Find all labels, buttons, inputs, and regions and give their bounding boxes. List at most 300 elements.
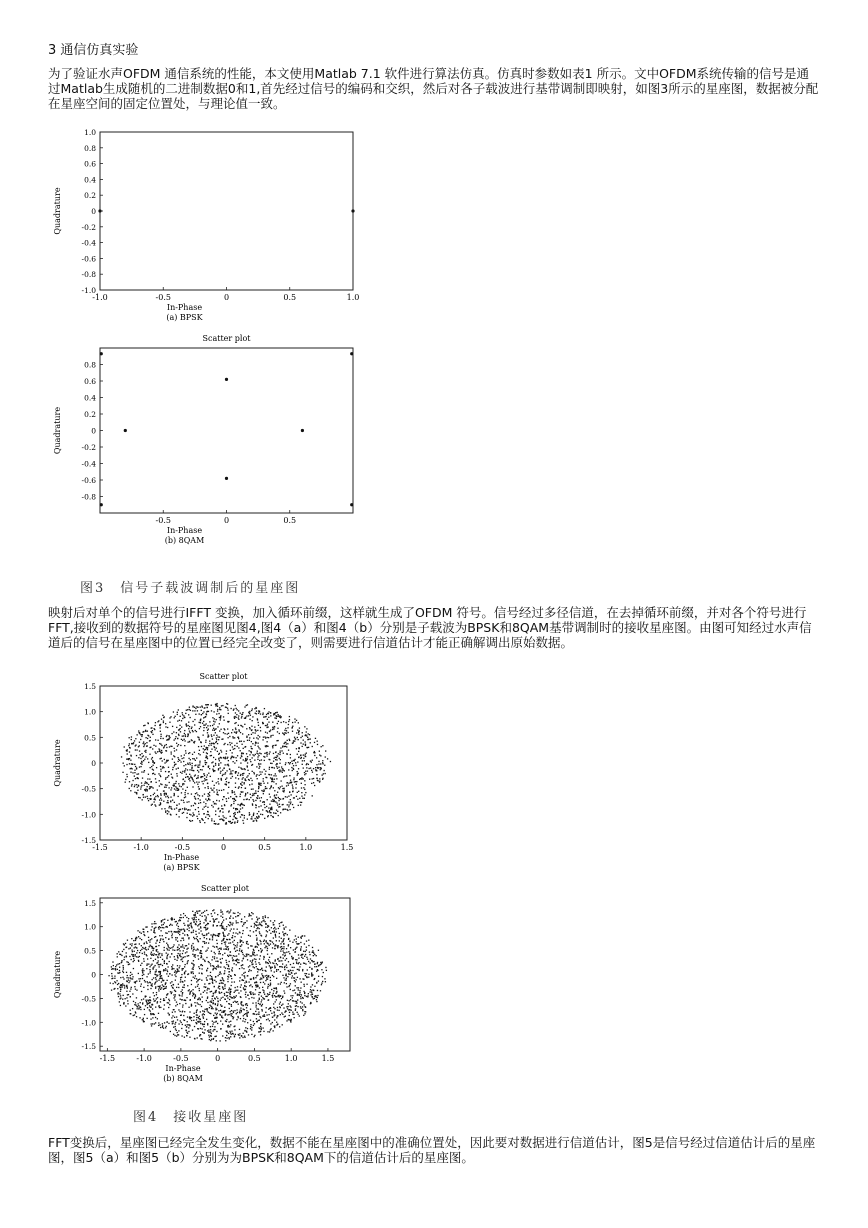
data-point (241, 755, 242, 756)
data-point (257, 975, 258, 976)
data-point (194, 765, 195, 766)
data-point (179, 953, 180, 954)
data-point (129, 751, 130, 752)
data-point (252, 804, 253, 805)
data-point (132, 1008, 133, 1009)
data-point (174, 999, 175, 1000)
data-point (261, 996, 262, 997)
data-point (290, 1006, 291, 1007)
data-point (189, 717, 190, 718)
data-point (218, 758, 219, 759)
data-point (260, 1026, 261, 1027)
data-point (244, 706, 245, 707)
data-point (247, 756, 248, 757)
data-point (170, 956, 171, 957)
data-point (214, 821, 215, 822)
data-point (234, 794, 235, 795)
data-point (161, 975, 162, 976)
data-point (302, 1009, 303, 1010)
data-point (159, 1007, 160, 1008)
data-point (260, 992, 261, 993)
data-point (171, 981, 172, 982)
data-point (188, 753, 189, 754)
data-point (308, 747, 309, 748)
data-point (213, 909, 214, 910)
data-point (234, 737, 235, 738)
data-point (173, 1020, 174, 1021)
data-point (310, 991, 311, 992)
data-point (178, 816, 179, 817)
data-point (192, 989, 193, 990)
data-point (199, 979, 200, 980)
data-point (245, 1019, 246, 1020)
data-point (143, 746, 144, 747)
data-point (167, 920, 168, 921)
data-point (181, 995, 182, 996)
data-point (251, 710, 252, 711)
data-point (205, 920, 206, 921)
data-point (214, 785, 215, 786)
data-point (234, 1029, 235, 1030)
data-point (196, 781, 197, 782)
data-point (168, 976, 169, 977)
data-point (262, 920, 263, 921)
data-point (243, 922, 244, 923)
data-point (315, 995, 316, 996)
data-point (274, 971, 275, 972)
data-point (246, 1003, 247, 1004)
data-point (150, 1014, 151, 1015)
data-point (276, 999, 277, 1000)
data-point (181, 726, 182, 727)
data-point (284, 770, 285, 771)
data-point (225, 960, 226, 961)
data-point (146, 782, 147, 783)
data-point (166, 1026, 167, 1027)
data-point (182, 944, 183, 945)
data-point (123, 995, 124, 996)
data-point (180, 761, 181, 762)
data-point (167, 926, 168, 927)
data-point (186, 945, 187, 946)
data-point (319, 781, 320, 782)
data-point (180, 745, 181, 746)
data-point (296, 938, 297, 939)
data-point (226, 939, 227, 940)
data-point (207, 998, 208, 999)
data-point (250, 1020, 251, 1021)
data-point (176, 804, 177, 805)
data-point (163, 1008, 164, 1009)
data-point (270, 736, 271, 737)
data-point (313, 961, 314, 962)
data-point (263, 958, 264, 959)
data-point (280, 1002, 281, 1003)
x-tick-label: 0.5 (283, 293, 297, 302)
data-point (141, 983, 142, 984)
data-point (282, 1024, 283, 1025)
data-point (260, 805, 261, 806)
data-point (255, 1011, 256, 1012)
data-point (287, 796, 288, 797)
data-point (241, 950, 242, 951)
data-point (231, 1004, 232, 1005)
data-point (239, 968, 240, 969)
data-point (134, 951, 135, 952)
data-point (304, 963, 305, 964)
data-point (266, 979, 267, 980)
data-point (235, 814, 236, 815)
data-point (263, 1031, 264, 1032)
data-point (257, 751, 258, 752)
data-point (245, 718, 246, 719)
data-point (275, 1001, 276, 1002)
data-point (255, 807, 256, 808)
data-point (180, 914, 181, 915)
data-point (238, 767, 239, 768)
data-point (133, 956, 134, 957)
data-point (222, 983, 223, 984)
data-point (212, 1008, 213, 1009)
data-point (263, 781, 264, 782)
data-point (113, 965, 114, 966)
data-point (183, 765, 184, 766)
data-point (192, 758, 193, 759)
data-point (245, 787, 246, 788)
data-point (166, 1021, 167, 1022)
data-point (241, 1010, 242, 1011)
data-point (166, 957, 167, 958)
data-point (267, 943, 268, 944)
data-point (271, 953, 272, 954)
data-point (201, 710, 202, 711)
data-point (260, 1017, 261, 1018)
data-point (312, 771, 313, 772)
data-point (300, 1001, 301, 1002)
data-point (271, 781, 272, 782)
data-point (235, 777, 236, 778)
data-point (208, 788, 209, 789)
data-point (255, 1002, 256, 1003)
data-point (279, 804, 280, 805)
data-point (212, 1023, 213, 1024)
data-point (181, 958, 182, 959)
data-point (237, 942, 238, 943)
data-point (223, 732, 224, 733)
data-point (226, 707, 227, 708)
data-point (188, 955, 189, 956)
data-point (199, 739, 200, 740)
data-point (185, 713, 186, 714)
data-point (292, 970, 293, 971)
data-point (298, 722, 299, 723)
data-point (273, 1030, 274, 1031)
data-point (155, 796, 156, 797)
data-point (211, 805, 212, 806)
x-tick-label: 0.5 (283, 516, 297, 525)
data-point (195, 1022, 196, 1023)
data-point (165, 810, 166, 811)
data-point (256, 713, 257, 714)
data-point (178, 744, 179, 745)
data-point (121, 756, 122, 757)
data-point (218, 934, 219, 935)
data-point (282, 769, 283, 770)
data-point (200, 799, 201, 800)
data-point (160, 734, 161, 735)
data-point (150, 958, 151, 959)
data-point (220, 999, 221, 1000)
data-point (214, 921, 215, 922)
figure-sublabel: (a) BPSK (166, 313, 203, 322)
data-point (140, 978, 141, 979)
data-point (141, 762, 142, 763)
data-point (176, 727, 177, 728)
data-point (207, 725, 208, 726)
data-point (197, 1037, 198, 1038)
data-point (231, 1030, 232, 1031)
data-point (161, 920, 162, 921)
data-point (239, 796, 240, 797)
data-point (183, 950, 184, 951)
data-point (208, 818, 209, 819)
y-tick-label: -0.4 (81, 459, 96, 469)
data-point (169, 722, 170, 723)
data-point (305, 744, 306, 745)
data-point (232, 997, 233, 998)
data-point (213, 723, 214, 724)
data-point (209, 792, 210, 793)
data-point (167, 954, 168, 955)
data-point (209, 740, 210, 741)
data-point (222, 770, 223, 771)
data-point (159, 775, 160, 776)
data-point (131, 743, 132, 744)
data-point (142, 971, 143, 972)
data-point (155, 988, 156, 989)
data-point (216, 782, 217, 783)
data-point (251, 783, 252, 784)
data-point (228, 974, 229, 975)
data-point (321, 983, 322, 984)
data-point (257, 942, 258, 943)
data-point (271, 767, 272, 768)
data-point (221, 1017, 222, 1018)
data-point (158, 960, 159, 961)
data-point (171, 992, 172, 993)
data-point (212, 781, 213, 782)
data-point (307, 739, 308, 740)
data-point (303, 991, 304, 992)
data-point (232, 935, 233, 936)
data-point (283, 776, 284, 777)
data-point (126, 774, 127, 775)
data-point (160, 744, 161, 745)
data-point (172, 726, 173, 727)
data-point (159, 724, 160, 725)
data-point (267, 732, 268, 733)
data-point (152, 773, 153, 774)
data-point (304, 973, 305, 974)
data-point (244, 805, 245, 806)
data-point (275, 775, 276, 776)
data-point (245, 793, 246, 794)
data-point (289, 929, 290, 930)
data-point (168, 1007, 169, 1008)
data-point (207, 732, 208, 733)
data-point (238, 717, 239, 718)
data-point (229, 1026, 230, 1027)
data-point (232, 798, 233, 799)
data-point (204, 983, 205, 984)
data-point (169, 961, 170, 962)
data-point (147, 786, 148, 787)
data-point (264, 983, 265, 984)
data-point (256, 937, 257, 938)
data-point (275, 996, 276, 997)
data-point (166, 943, 167, 944)
data-point (286, 743, 287, 744)
data-point (297, 969, 298, 970)
data-point (206, 757, 207, 758)
data-point (172, 1012, 173, 1013)
data-point (204, 986, 205, 987)
data-point (135, 1011, 136, 1012)
data-point (227, 1014, 228, 1015)
chart-title: Scatter plot (201, 884, 249, 893)
data-point (263, 977, 264, 978)
data-point (241, 940, 242, 941)
data-point (180, 946, 181, 947)
data-point (273, 928, 274, 929)
data-point (222, 997, 223, 998)
data-point (223, 716, 224, 717)
data-point (150, 1013, 151, 1014)
data-point (122, 983, 123, 984)
data-point (135, 738, 136, 739)
data-point (256, 737, 257, 738)
data-point (243, 823, 244, 824)
data-point (242, 775, 243, 776)
data-point (234, 913, 235, 914)
data-point (164, 950, 165, 951)
data-point (242, 974, 243, 975)
data-point (351, 209, 354, 212)
data-point (263, 791, 264, 792)
data-point (151, 955, 152, 956)
data-point (198, 924, 199, 925)
data-point (144, 952, 145, 953)
data-point (262, 975, 263, 976)
data-point (276, 757, 277, 758)
data-point (114, 976, 115, 977)
data-point (206, 980, 207, 981)
data-point (236, 708, 237, 709)
data-point (258, 735, 259, 736)
data-point (216, 1014, 217, 1015)
data-point (283, 952, 284, 953)
data-point (207, 975, 208, 976)
data-point (160, 989, 161, 990)
data-point (258, 1014, 259, 1015)
data-point (292, 784, 293, 785)
data-point (301, 787, 302, 788)
data-point (316, 955, 317, 956)
data-point (238, 786, 239, 787)
data-point (285, 955, 286, 956)
data-point (321, 969, 322, 970)
data-point (243, 748, 244, 749)
data-point (165, 777, 166, 778)
data-point (201, 1006, 202, 1007)
data-point (309, 967, 310, 968)
data-point (257, 730, 258, 731)
data-point (140, 739, 141, 740)
y-tick-label: -0.5 (81, 994, 96, 1004)
data-point (277, 728, 278, 729)
data-point (195, 912, 196, 913)
data-point (171, 774, 172, 775)
data-point (207, 988, 208, 989)
data-point (119, 954, 120, 955)
data-point (280, 722, 281, 723)
data-point (129, 743, 130, 744)
data-point (222, 978, 223, 979)
data-point (167, 993, 168, 994)
data-point (304, 992, 305, 993)
data-point (238, 962, 239, 963)
data-point (264, 994, 265, 995)
data-point (230, 1036, 231, 1037)
data-point (217, 1013, 218, 1014)
data-point (274, 930, 275, 931)
data-point (295, 781, 296, 782)
data-point (189, 1017, 190, 1018)
data-point (227, 792, 228, 793)
data-point (202, 1010, 203, 1011)
data-point (196, 778, 197, 779)
data-point (275, 959, 276, 960)
data-point (205, 742, 206, 743)
data-point (189, 731, 190, 732)
data-point (216, 996, 217, 997)
data-point (297, 771, 298, 772)
data-point (255, 930, 256, 931)
data-point (157, 1001, 158, 1002)
data-point (311, 974, 312, 975)
data-point (233, 803, 234, 804)
data-point (276, 931, 277, 932)
data-point (178, 729, 179, 730)
data-point (189, 778, 190, 779)
data-point (237, 990, 238, 991)
data-point (254, 955, 255, 956)
data-point (253, 978, 254, 979)
data-point (253, 820, 254, 821)
y-tick-label: -0.2 (81, 443, 96, 452)
data-point (305, 773, 306, 774)
data-point (225, 1040, 226, 1041)
data-point (175, 1005, 176, 1006)
data-point (262, 997, 263, 998)
data-point (149, 941, 150, 942)
data-point (208, 799, 209, 800)
data-point (162, 1023, 163, 1024)
data-point (286, 958, 287, 959)
data-point (246, 920, 247, 921)
data-point (350, 503, 353, 506)
data-point (242, 778, 243, 779)
